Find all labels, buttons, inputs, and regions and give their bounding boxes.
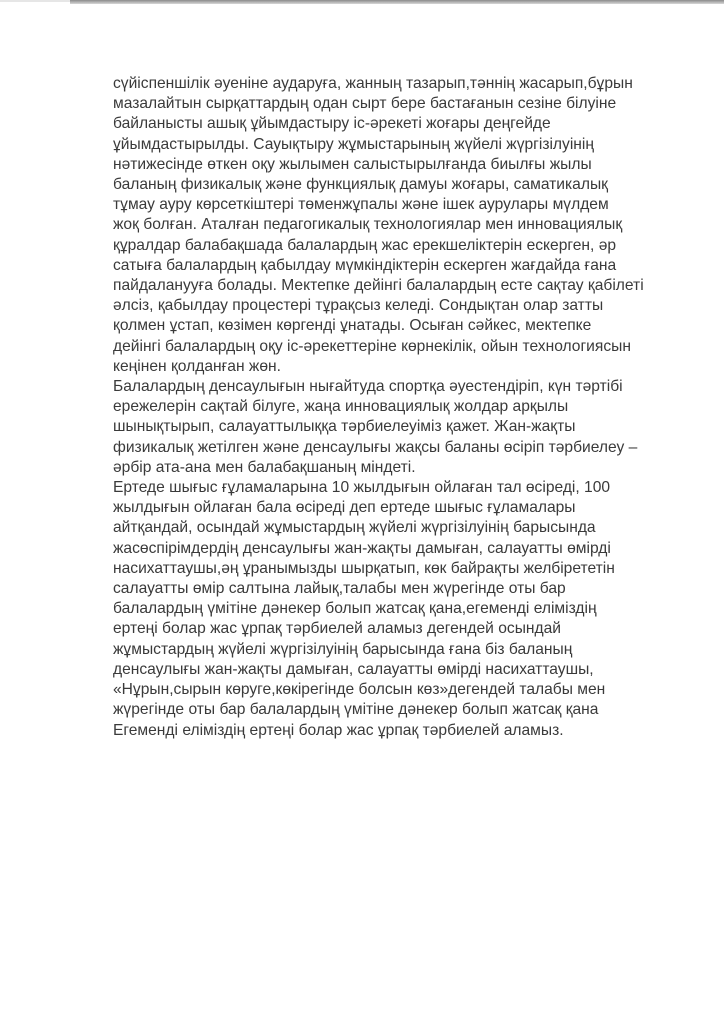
text-line-19: физикалық жетілген және денсаулығы жақсы баланы өсіріп тәрбиелеу – — [113, 438, 638, 456]
text-line-12: әлсіз, қабылдау процестері тұрақсыз келеді. Сондықтан олар затты — [113, 297, 604, 315]
text-line-11: пайдаланууға болады. Мектепке дейінгі балалардың есте сақтау қабілеті — [113, 277, 644, 295]
text-line-6: баланың физикалық және функциялық дамуы жоғары, саматикалық — [113, 176, 608, 194]
text-line-8: жоқ болған. Аталған педагогикалық технологиялар мен инновациялық — [113, 216, 623, 234]
text-line-4: ұйымдастырылды. Сауықтыру жұмыстарының жүйелі жүргізілуінің — [113, 135, 594, 153]
text-line-22: жылдығын ойлаған бала өсіреді деп ертеде шығыс ғұламалары — [113, 499, 576, 517]
text-line-30: денсаулығы жан-жақты дамыған, салауатты өмірді насихаттаушы, — [113, 660, 594, 678]
text-line-20: әрбір ата-ана мен балабақшаның міндеті. — [113, 458, 416, 476]
scan-top-edge — [70, 0, 724, 4]
text-line-5: нәтижесінде өткен оқу жылымен салыстырылғанда биылғы жылы — [113, 155, 592, 173]
text-line-33: Егеменді еліміздің ертеңі болар жас ұрпақ тәрбиелей аламыз. — [113, 721, 564, 739]
text-line-16: Балалардың денсаулығын нығайтуда спортқа әуестендіріп, күн тәртібі — [113, 378, 623, 396]
text-line-31: «Нұрын,сырын көруге,көкірегінде болсын көз»дегендей талабы мен — [113, 681, 606, 699]
text-line-29: жұмыстардың жүйелі жүргізілуінің барысында ғана біз баланың — [113, 640, 573, 658]
text-line-15: кеңінен қолданған жөн. — [113, 357, 281, 375]
text-line-21: Ертеде шығыс ғұламаларына 10 жылдығын ойлаған тал өсіреді, 100 — [113, 479, 611, 497]
text-line-1: сүйіспеншілік әуеніне аударуға, жанның тазарып,тәннің жасарып,бұрын — [113, 75, 633, 92]
text-line-10: сатыға балалардың қабылдау мүмкіндіктерін ескерген жағдайда ғана — [113, 256, 617, 274]
document-body — [113, 74, 711, 741]
text-line-32: жүрегінде оты бар балалардың үмітіне дәнекер болып жатсақ қана — [113, 701, 599, 719]
text-line-28: ертеңі болар жас ұрпақ тәрбиелей аламыз дегендей осындай — [113, 620, 561, 638]
text-line-2: мазалайтын сырқаттардың одан сырт бере бастағанын сезіне білуіне — [113, 95, 617, 113]
scan-corner-shadow — [0, 0, 70, 2]
text-line-9: құралдар балабақшада балалардың жас ерекшеліктерін ескерген, әр — [113, 236, 617, 254]
text-line-24: жасөспірімдердің денсаулығы жан-жақты дамыған, салауатты өмірді — [113, 539, 611, 557]
text-line-14: дейінгі балалардың оқу іс-әрекеттеріне көрнекілік, ойын технологиясын — [113, 337, 631, 355]
text-line-17: ережелерін сақтай білуге, жаңа инновациялық жолдар арқылы — [113, 398, 569, 416]
text-line-3: байланысты ашық ұйымдастыру іс-әрекеті жоғары деңгейде — [113, 115, 551, 133]
text-line-25: насихаттаушы,әң ұранымызды шырқатып, көк байрақты желбірететін — [113, 559, 615, 577]
text-line-7: тұмау ауру көрсеткіштері төменжұпалы және ішек аурулары мүлдем — [113, 196, 609, 214]
text-line-27: балалардың үмітіне дәнекер болып жатсақ қана,егеменді еліміздің — [113, 600, 597, 618]
text-line-13: қолмен ұстап, көзімен көргенді ұнатады. Осыған сәйкес, мектепке — [113, 317, 592, 335]
text-line-26: салауатты өмір салтына лайық,талабы мен жүрегінде оты бар — [113, 580, 566, 598]
text-line-23: айтқандай, осындай жұмыстардың жүйелі жүргізілуінің барысында — [113, 519, 596, 537]
text-line-18: шынықтырып, салауаттылыққа тәрбиелеуіміз қажет. Жан-жақты — [113, 418, 576, 436]
